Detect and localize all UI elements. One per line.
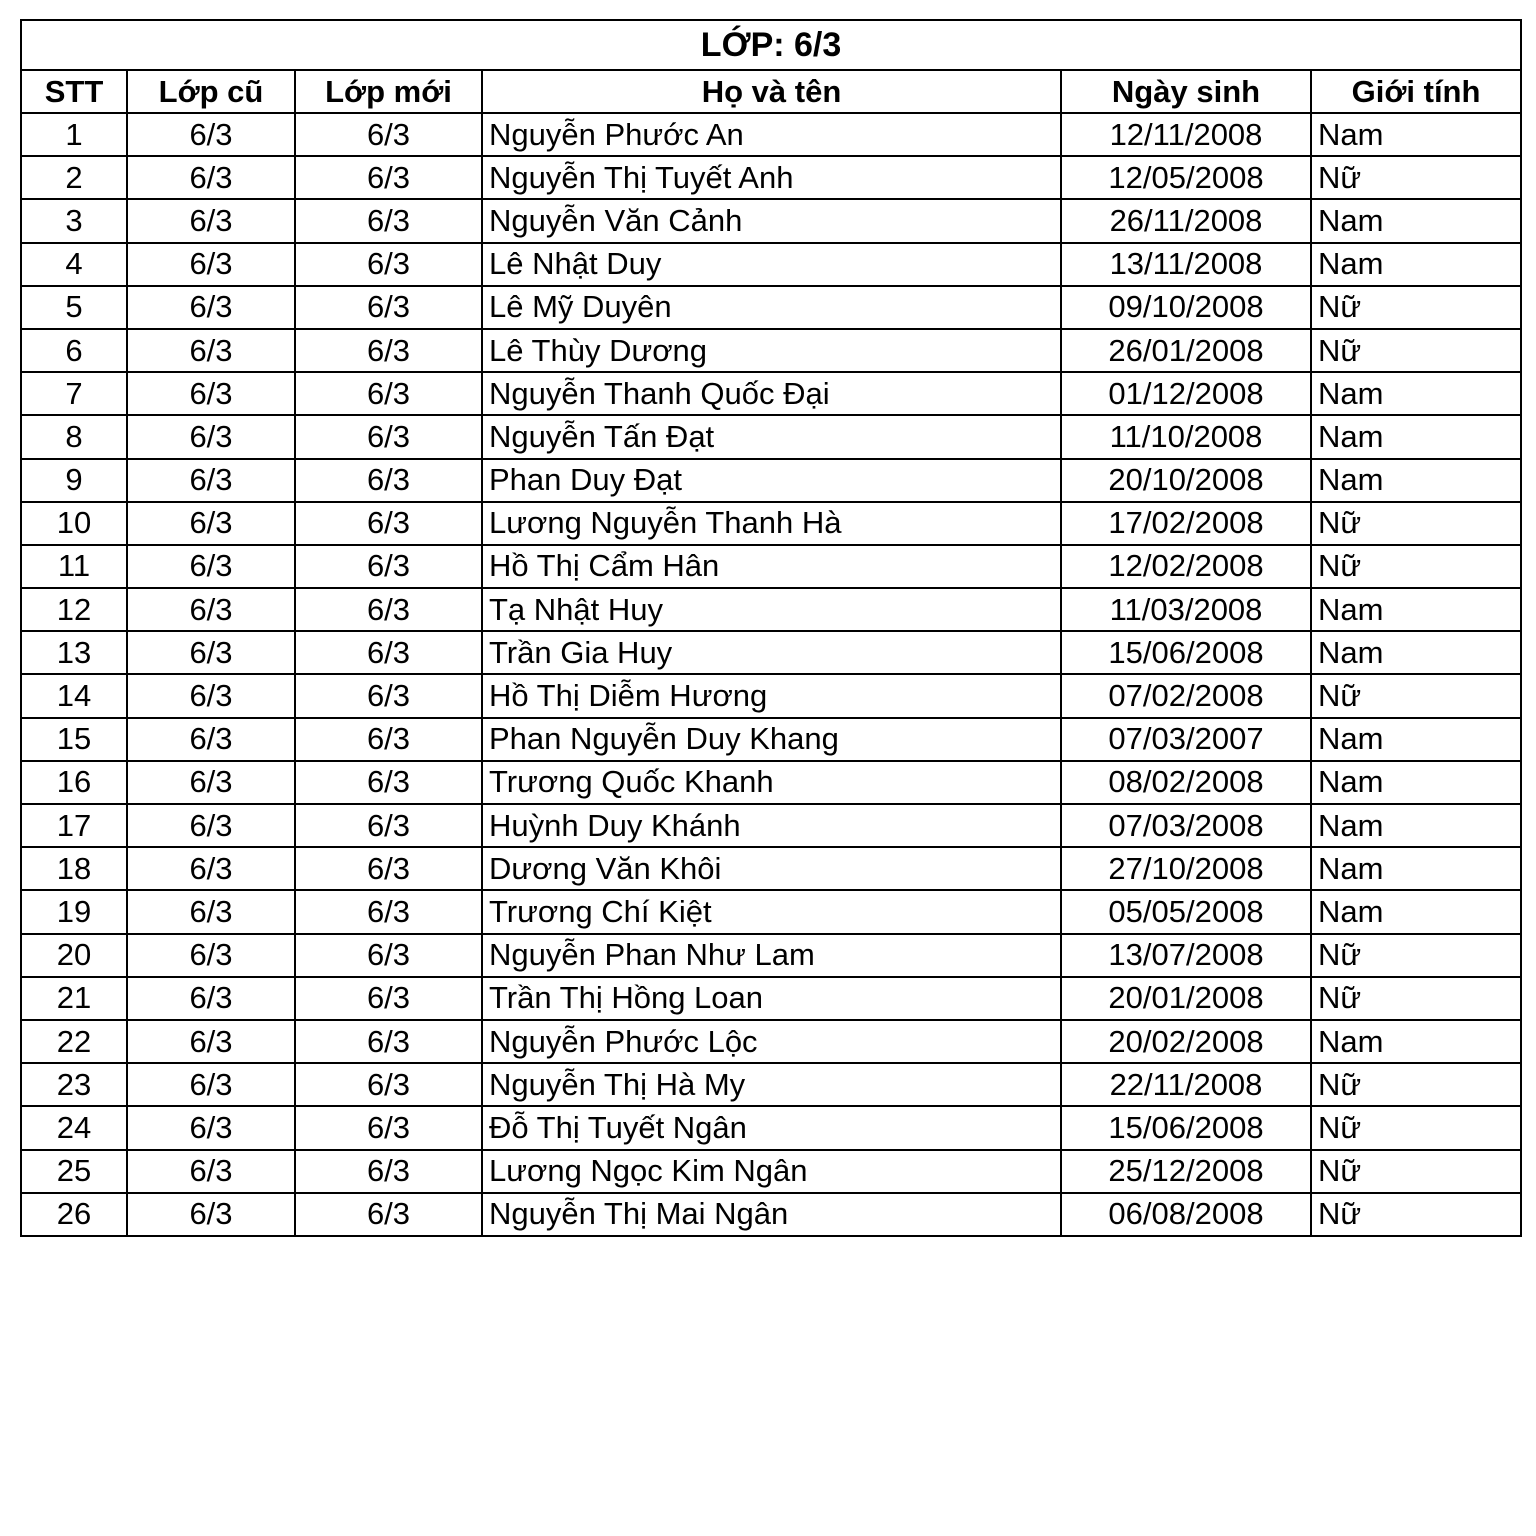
- cell-gender: Nam: [1311, 199, 1521, 242]
- cell-stt: 21: [21, 977, 127, 1020]
- column-header-birth-date: Ngày sinh: [1061, 70, 1311, 113]
- table-row: [21, 1193, 1521, 1236]
- cell-gender: Nam: [1311, 588, 1521, 631]
- cell-birth-date: 12/05/2008: [1061, 156, 1311, 199]
- cell-old-class: 6/3: [127, 977, 295, 1020]
- cell-stt: 12: [21, 588, 127, 631]
- cell-old-class: 6/3: [127, 156, 295, 199]
- cell-full-name: Trương Quốc Khanh: [482, 761, 1061, 804]
- cell-full-name: Trần Thị Hồng Loan: [482, 977, 1061, 1020]
- cell-gender: Nam: [1311, 718, 1521, 761]
- table-row: [21, 545, 1521, 588]
- cell-stt: 3: [21, 199, 127, 242]
- cell-birth-date: 01/12/2008: [1061, 372, 1311, 415]
- cell-gender: Nữ: [1311, 1150, 1521, 1193]
- table-row: [21, 804, 1521, 847]
- cell-stt: 23: [21, 1063, 127, 1106]
- cell-birth-date: 07/03/2007: [1061, 718, 1311, 761]
- cell-birth-date: 09/10/2008: [1061, 286, 1311, 329]
- cell-old-class: 6/3: [127, 243, 295, 286]
- table-row: [21, 113, 1521, 156]
- table-row: [21, 372, 1521, 415]
- table-row: [21, 674, 1521, 717]
- cell-new-class: 6/3: [295, 199, 482, 242]
- cell-full-name: Nguyễn Thị Hà My: [482, 1063, 1061, 1106]
- table-row: [21, 977, 1521, 1020]
- cell-gender: Nữ: [1311, 502, 1521, 545]
- cell-full-name: Nguyễn Phước An: [482, 113, 1061, 156]
- table-row: [21, 761, 1521, 804]
- cell-stt: 8: [21, 415, 127, 458]
- column-header-old-class: Lớp cũ: [127, 70, 295, 113]
- cell-full-name: Nguyễn Phan Như Lam: [482, 934, 1061, 977]
- cell-stt: 26: [21, 1193, 127, 1236]
- cell-new-class: 6/3: [295, 847, 482, 890]
- cell-old-class: 6/3: [127, 934, 295, 977]
- cell-stt: 6: [21, 329, 127, 372]
- cell-full-name: Lương Nguyễn Thanh Hà: [482, 502, 1061, 545]
- cell-old-class: 6/3: [127, 761, 295, 804]
- cell-stt: 10: [21, 502, 127, 545]
- cell-birth-date: 13/11/2008: [1061, 243, 1311, 286]
- table-row: [21, 415, 1521, 458]
- cell-full-name: Nguyễn Thanh Quốc Đại: [482, 372, 1061, 415]
- cell-gender: Nam: [1311, 415, 1521, 458]
- cell-full-name: Đỗ Thị Tuyết Ngân: [482, 1106, 1061, 1149]
- cell-full-name: Tạ Nhật Huy: [482, 588, 1061, 631]
- cell-old-class: 6/3: [127, 890, 295, 933]
- cell-birth-date: 06/08/2008: [1061, 1193, 1311, 1236]
- cell-new-class: 6/3: [295, 502, 482, 545]
- cell-gender: Nữ: [1311, 1193, 1521, 1236]
- cell-new-class: 6/3: [295, 156, 482, 199]
- table-row: [21, 934, 1521, 977]
- cell-old-class: 6/3: [127, 502, 295, 545]
- cell-stt: 13: [21, 631, 127, 674]
- cell-birth-date: 05/05/2008: [1061, 890, 1311, 933]
- cell-stt: 2: [21, 156, 127, 199]
- cell-full-name: Nguyễn Tấn Đạt: [482, 415, 1061, 458]
- cell-old-class: 6/3: [127, 847, 295, 890]
- table-row: [21, 502, 1521, 545]
- cell-new-class: 6/3: [295, 415, 482, 458]
- cell-old-class: 6/3: [127, 199, 295, 242]
- cell-birth-date: 11/03/2008: [1061, 588, 1311, 631]
- table-row: [21, 588, 1521, 631]
- cell-old-class: 6/3: [127, 459, 295, 502]
- cell-birth-date: 17/02/2008: [1061, 502, 1311, 545]
- cell-gender: Nữ: [1311, 156, 1521, 199]
- cell-full-name: Dương Văn Khôi: [482, 847, 1061, 890]
- cell-gender: Nữ: [1311, 1063, 1521, 1106]
- cell-old-class: 6/3: [127, 1020, 295, 1063]
- cell-full-name: Lê Thùy Dương: [482, 329, 1061, 372]
- cell-new-class: 6/3: [295, 1106, 482, 1149]
- cell-full-name: Huỳnh Duy Khánh: [482, 804, 1061, 847]
- cell-new-class: 6/3: [295, 459, 482, 502]
- cell-old-class: 6/3: [127, 372, 295, 415]
- cell-full-name: Nguyễn Thị Tuyết Anh: [482, 156, 1061, 199]
- cell-new-class: 6/3: [295, 804, 482, 847]
- cell-birth-date: 20/02/2008: [1061, 1020, 1311, 1063]
- cell-new-class: 6/3: [295, 588, 482, 631]
- table-row: [21, 156, 1521, 199]
- cell-full-name: Hồ Thị Cẩm Hân: [482, 545, 1061, 588]
- cell-new-class: 6/3: [295, 243, 482, 286]
- class-title: LỚP: 6/3: [21, 20, 1521, 70]
- cell-birth-date: 15/06/2008: [1061, 1106, 1311, 1149]
- cell-old-class: 6/3: [127, 674, 295, 717]
- cell-old-class: 6/3: [127, 631, 295, 674]
- cell-new-class: 6/3: [295, 1150, 482, 1193]
- cell-new-class: 6/3: [295, 545, 482, 588]
- cell-gender: Nam: [1311, 761, 1521, 804]
- cell-birth-date: 22/11/2008: [1061, 1063, 1311, 1106]
- table-row: [21, 1150, 1521, 1193]
- cell-old-class: 6/3: [127, 329, 295, 372]
- roster-body: [21, 113, 1521, 1236]
- cell-new-class: 6/3: [295, 890, 482, 933]
- cell-stt: 22: [21, 1020, 127, 1063]
- cell-birth-date: 26/11/2008: [1061, 199, 1311, 242]
- cell-new-class: 6/3: [295, 674, 482, 717]
- table-row: [21, 199, 1521, 242]
- cell-gender: Nam: [1311, 631, 1521, 674]
- cell-new-class: 6/3: [295, 631, 482, 674]
- table-row: [21, 847, 1521, 890]
- cell-birth-date: 08/02/2008: [1061, 761, 1311, 804]
- cell-full-name: Trương Chí Kiệt: [482, 890, 1061, 933]
- cell-full-name: Phan Duy Đạt: [482, 459, 1061, 502]
- cell-gender: Nữ: [1311, 977, 1521, 1020]
- cell-new-class: 6/3: [295, 761, 482, 804]
- table-row: [21, 890, 1521, 933]
- table-row: [21, 718, 1521, 761]
- cell-gender: Nam: [1311, 804, 1521, 847]
- cell-stt: 9: [21, 459, 127, 502]
- cell-gender: Nữ: [1311, 545, 1521, 588]
- cell-birth-date: 20/10/2008: [1061, 459, 1311, 502]
- cell-stt: 5: [21, 286, 127, 329]
- cell-full-name: Lương Ngọc Kim Ngân: [482, 1150, 1061, 1193]
- cell-gender: Nữ: [1311, 934, 1521, 977]
- cell-gender: Nữ: [1311, 1106, 1521, 1149]
- cell-gender: Nữ: [1311, 286, 1521, 329]
- title-row: [21, 20, 1521, 70]
- table-row: [21, 329, 1521, 372]
- table-row: [21, 631, 1521, 674]
- cell-full-name: Hồ Thị Diễm Hương: [482, 674, 1061, 717]
- cell-old-class: 6/3: [127, 1106, 295, 1149]
- cell-gender: Nam: [1311, 459, 1521, 502]
- cell-new-class: 6/3: [295, 1020, 482, 1063]
- column-header-full-name: Họ và tên: [482, 70, 1061, 113]
- cell-old-class: 6/3: [127, 804, 295, 847]
- cell-stt: 24: [21, 1106, 127, 1149]
- cell-birth-date: 12/11/2008: [1061, 113, 1311, 156]
- cell-gender: Nam: [1311, 113, 1521, 156]
- cell-old-class: 6/3: [127, 113, 295, 156]
- cell-old-class: 6/3: [127, 286, 295, 329]
- cell-gender: Nam: [1311, 890, 1521, 933]
- cell-gender: Nữ: [1311, 674, 1521, 717]
- cell-full-name: Nguyễn Thị Mai Ngân: [482, 1193, 1061, 1236]
- cell-birth-date: 15/06/2008: [1061, 631, 1311, 674]
- column-header-stt: STT: [21, 70, 127, 113]
- header-row: [21, 70, 1521, 113]
- cell-new-class: 6/3: [295, 113, 482, 156]
- cell-full-name: Lê Mỹ Duyên: [482, 286, 1061, 329]
- column-header-gender: Giới tính: [1311, 70, 1521, 113]
- table-row: [21, 1020, 1521, 1063]
- cell-new-class: 6/3: [295, 329, 482, 372]
- cell-full-name: Trần Gia Huy: [482, 631, 1061, 674]
- column-header-new-class: Lớp mới: [295, 70, 482, 113]
- cell-birth-date: 12/02/2008: [1061, 545, 1311, 588]
- cell-old-class: 6/3: [127, 415, 295, 458]
- cell-stt: 20: [21, 934, 127, 977]
- cell-new-class: 6/3: [295, 286, 482, 329]
- cell-birth-date: 26/01/2008: [1061, 329, 1311, 372]
- cell-birth-date: 07/02/2008: [1061, 674, 1311, 717]
- cell-full-name: Nguyễn Văn Cảnh: [482, 199, 1061, 242]
- cell-gender: Nam: [1311, 372, 1521, 415]
- cell-full-name: Phan Nguyễn Duy Khang: [482, 718, 1061, 761]
- cell-stt: 4: [21, 243, 127, 286]
- cell-old-class: 6/3: [127, 1150, 295, 1193]
- cell-old-class: 6/3: [127, 588, 295, 631]
- cell-stt: 7: [21, 372, 127, 415]
- table-row: [21, 243, 1521, 286]
- cell-birth-date: 25/12/2008: [1061, 1150, 1311, 1193]
- cell-old-class: 6/3: [127, 545, 295, 588]
- table-row: [21, 1063, 1521, 1106]
- cell-stt: 11: [21, 545, 127, 588]
- cell-gender: Nam: [1311, 847, 1521, 890]
- cell-full-name: Lê Nhật Duy: [482, 243, 1061, 286]
- table-row: [21, 1106, 1521, 1149]
- cell-birth-date: 27/10/2008: [1061, 847, 1311, 890]
- cell-birth-date: 20/01/2008: [1061, 977, 1311, 1020]
- cell-gender: Nữ: [1311, 329, 1521, 372]
- cell-old-class: 6/3: [127, 1063, 295, 1106]
- cell-new-class: 6/3: [295, 934, 482, 977]
- cell-stt: 17: [21, 804, 127, 847]
- cell-new-class: 6/3: [295, 372, 482, 415]
- cell-full-name: Nguyễn Phước Lộc: [482, 1020, 1061, 1063]
- cell-stt: 14: [21, 674, 127, 717]
- cell-old-class: 6/3: [127, 718, 295, 761]
- cell-stt: 25: [21, 1150, 127, 1193]
- table-row: [21, 459, 1521, 502]
- cell-new-class: 6/3: [295, 1063, 482, 1106]
- cell-birth-date: 07/03/2008: [1061, 804, 1311, 847]
- cell-stt: 19: [21, 890, 127, 933]
- cell-stt: 1: [21, 113, 127, 156]
- cell-new-class: 6/3: [295, 1193, 482, 1236]
- cell-old-class: 6/3: [127, 1193, 295, 1236]
- cell-stt: 18: [21, 847, 127, 890]
- cell-new-class: 6/3: [295, 977, 482, 1020]
- cell-stt: 15: [21, 718, 127, 761]
- cell-birth-date: 11/10/2008: [1061, 415, 1311, 458]
- cell-gender: Nam: [1311, 243, 1521, 286]
- table-row: [21, 286, 1521, 329]
- cell-gender: Nam: [1311, 1020, 1521, 1063]
- cell-stt: 16: [21, 761, 127, 804]
- class-roster-table: [20, 19, 1522, 1237]
- cell-birth-date: 13/07/2008: [1061, 934, 1311, 977]
- cell-new-class: 6/3: [295, 718, 482, 761]
